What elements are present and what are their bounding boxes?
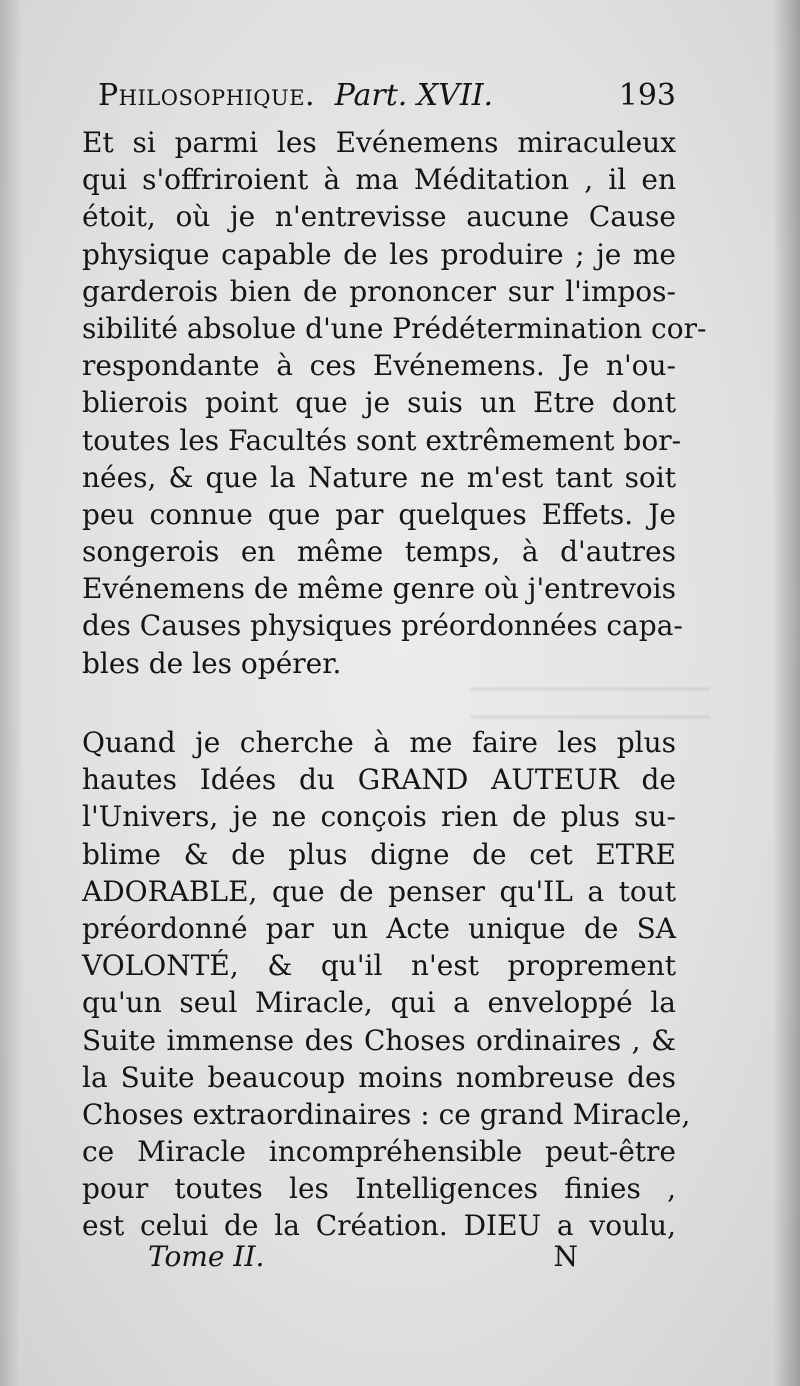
text-line: garderois bien de prononcer sur l'impos- — [82, 274, 676, 308]
signature-mark: N — [553, 1240, 578, 1273]
text-line: songerois en même temps, à d'autres — [82, 535, 676, 569]
text-line: toutes les Facultés sont extrêmement bor- — [82, 423, 682, 457]
text-line: peu connue que par quelques Effets. Je — [82, 497, 676, 531]
text-line: qu'un seul Miracle, qui a enveloppé la — [82, 986, 676, 1020]
text-line: la Suite beaucoup moins nombreuse des — [82, 1060, 676, 1094]
page-number: 193 — [618, 78, 676, 113]
text-line: l'Univers, je ne conçois rien de plus su- — [82, 800, 676, 834]
running-title: Philosophique. — [98, 78, 316, 113]
text-line: respondante à ces Evénemens. Je n'ou- — [82, 349, 676, 383]
text-line: est celui de la Création. DIEU a voulu, — [82, 1209, 676, 1243]
text-line: hautes Idées du GRAND AUTEUR de — [82, 763, 676, 797]
volume-label: Tome II. — [148, 1240, 265, 1273]
paragraph-1 — [82, 124, 707, 682]
text-line: des Causes physiques préordonnées capa- — [82, 609, 683, 643]
text-line: pour toutes les Intelligences finies , — [82, 1172, 676, 1206]
text-line: préordonné par un Acte unique de SA — [82, 911, 676, 945]
text-line: nées, & que la Nature ne m'est tant soit — [82, 460, 676, 494]
text-line: qui s'offriroient à ma Méditation , il en — [82, 163, 676, 197]
text-line: ADORABLE, que de penser qu'IL a tout — [82, 874, 676, 908]
running-header — [98, 78, 678, 113]
text-line: étoit, où je n'entrevisse aucune Cause — [82, 200, 676, 234]
paragraph-2 — [82, 724, 691, 1245]
text-line: Et si parmi les Evénemens miraculeux — [82, 126, 676, 159]
text-line: ce Miracle incompréhensible peut-être — [82, 1135, 676, 1169]
text-line: Suite immense des Choses ordinaires , & — [82, 1023, 676, 1057]
text-line: Evénemens de même genre où j'entrevois — [82, 572, 676, 606]
part-label: Part. XVII. — [334, 78, 494, 113]
text-line: Choses extraordinaires : ce grand Miracle, — [82, 1097, 691, 1131]
text-line: sibilité absolue d'une Prédétermination cor- — [82, 311, 707, 345]
text-line: Quand je cherche à me faire les plus — [82, 726, 676, 759]
text-line: blime & de plus digne de cet ETRE — [82, 837, 676, 871]
text-line: bles de les opérer. — [82, 646, 342, 680]
text-line: VOLONTÉ, & qu'il n'est proprement — [82, 949, 676, 983]
page-footer — [148, 1240, 578, 1273]
text-line: blierois point que je suis un Etre dont — [82, 386, 676, 420]
text-line: physique capable de les produire ; je me — [82, 237, 676, 271]
